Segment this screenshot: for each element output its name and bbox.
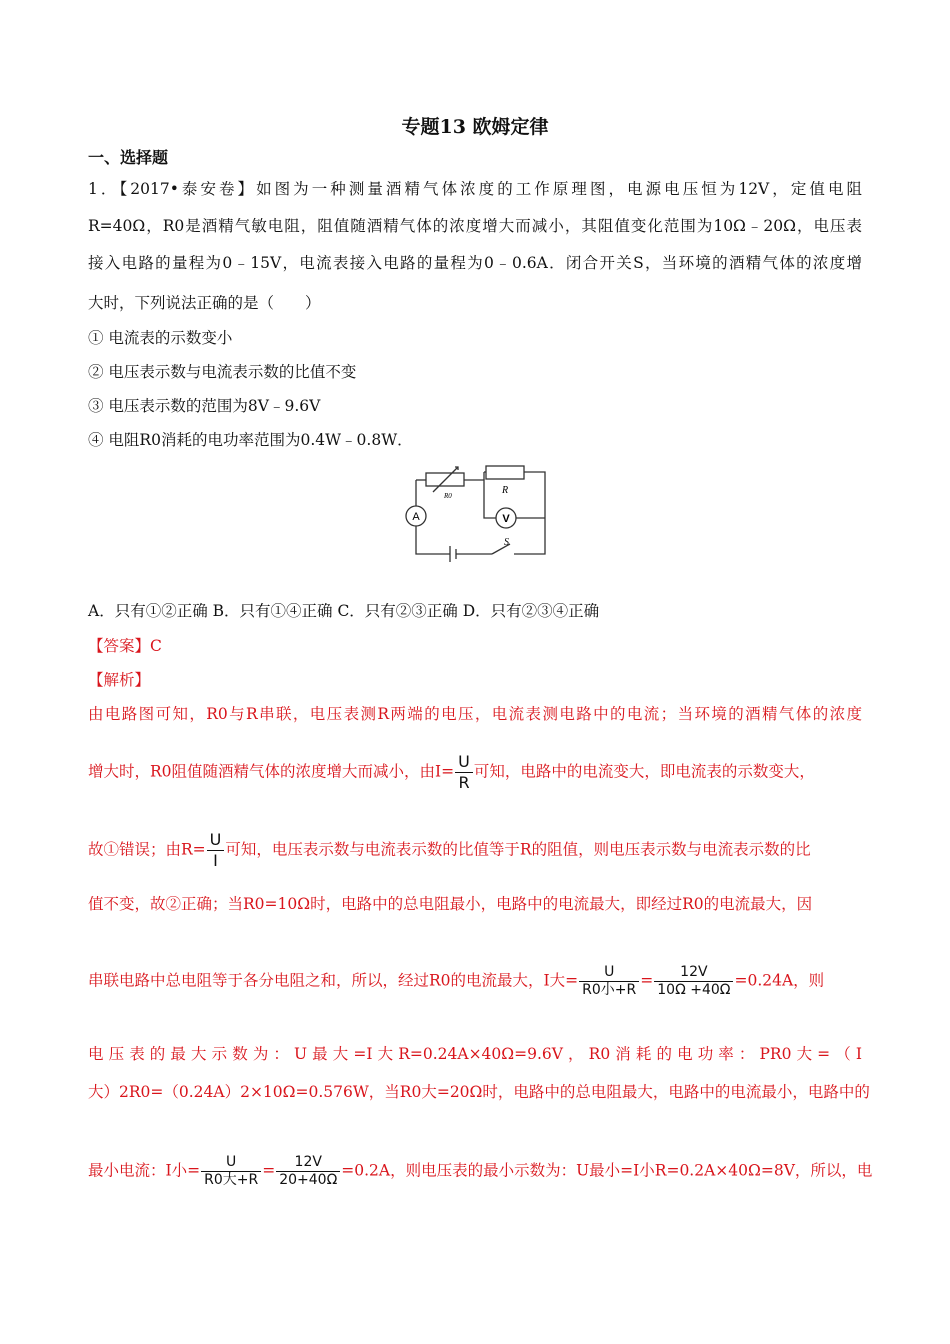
question-line-3: 接入电路的量程为0﹣15V，电流表接入电路的量程为0﹣0.6A．闭合开关S，当环境的酒精气体的浓度增 (88, 254, 862, 272)
analysis-heading: 【解析】 (88, 671, 151, 689)
fraction-den: R0大+R (204, 1172, 259, 1188)
switch-label: S (504, 537, 509, 548)
section-heading: 一、选择题 (88, 148, 169, 167)
fraction-den: I (213, 851, 218, 870)
question-line-4: 大时，下列说法正确的是（ ） (88, 294, 321, 312)
r-label: R (502, 485, 509, 496)
answer: 【答案】C (88, 637, 162, 655)
analysis-line-8a: 最小电流：I小= (88, 1161, 201, 1180)
analysis-line-6: 电压表的最大示数为：U最大=I大R=0.24A×40Ω=9.6V，R0消耗的电功率：PR0大=（I (88, 1045, 862, 1063)
question-line-1: 1．【2017•泰安卷】如图为一种测量酒精气体浓度的工作原理图，电源电压恒为12V，定值电阻 (88, 180, 862, 198)
fraction-ohm-r (207, 830, 225, 871)
fraction-ohm-i (455, 752, 473, 793)
statement-4: ④ 电阻R0消耗的电功率范围为0.4W﹣0.8W． (88, 431, 413, 449)
statement-1: ① 电流表的示数变小 (88, 329, 233, 347)
analysis-line-2b: 可知，电路中的电流变大，即电流表的示数变大， (473, 762, 815, 781)
page-title: 专题13 欧姆定律 (401, 116, 549, 138)
fraction-imin-symbolic (201, 1154, 261, 1189)
fraction-imax-symbolic (579, 964, 639, 999)
analysis-line-5: 串联电路中总电阻等于各分电阻之和，所以，经过R0的电流最大，I大= $\frac{U}{\text{R0小+R}}$ = $\frac{12V}{10\Omega +40\Omega}$ =0.24A，则 (88, 964, 825, 998)
fraction-den: 10Ω +40Ω (657, 982, 731, 998)
question-line-2: R=40Ω，R0是酒精气敏电阻，阻值随酒精气体的浓度增大而减小，其阻值变化范围为10Ω﹣20Ω，电压表 (88, 217, 862, 235)
fraction-imax-value (654, 964, 733, 999)
voltmeter-label: V (502, 513, 510, 525)
fraction-num: 12V (654, 964, 733, 982)
analysis-line-7: 大）2R0=（0.24A）2×10Ω=0.576W，当R0大=20Ω时，电路中的总电阻最大，电路中的电流最小，电路中的 (88, 1083, 870, 1101)
analysis-line-3 (88, 830, 862, 871)
fraction-num: 12V (276, 1154, 340, 1172)
fraction-den: 20+40Ω (279, 1172, 338, 1188)
analysis-line-4: 值不变，故②正确；当R0=10Ω时，电路中的总电阻最小，电路中的电流最大，即经过R0的电流最大，因 (88, 895, 813, 913)
analysis-line-8: 最小电流：I小= $\frac{U}{\text{R0大+R}}$ = $\frac{12V}{20+40\Omega}$ =0.2A，则电压表的最小示数为：U最小=I小R=0.2A×40Ω=8V，所以，电 (88, 1154, 873, 1188)
analysis-line-2 (88, 752, 862, 793)
fraction-imin-value (276, 1154, 340, 1189)
analysis-line-1: 由电路图可知，R0与R串联，电压表测R两端的电压，电流表测电路中的电流；当环境的酒精气体的浓度 (88, 705, 862, 723)
analysis-line-3b: 可知，电压表示数与电流表示数的比值等于R的阻值，则电压表示数与电流表示数的比 (225, 840, 811, 859)
fraction-den: R (458, 773, 470, 792)
statement-3: ③ 电压表示数的范围为8V﹣9.6V (88, 397, 321, 415)
analysis-line-3a: 故①错误；由R= (88, 840, 206, 859)
analysis-line-2a: 增大时，R0阻值随酒精气体的浓度增大而减小，由I= (88, 762, 455, 781)
circuit-diagram (400, 462, 552, 570)
answer-options: A．只有①②正确 B．只有①④正确 C．只有②③正确 D．只有②③④正确 (88, 602, 600, 620)
analysis-line-5b: =0.24A，则 (734, 971, 825, 990)
r0-label: R0 (444, 492, 452, 500)
analysis-line-5a: 串联电路中总电阻等于各分电阻之和，所以，经过R0的电流最大，I大= (88, 971, 579, 990)
fraction-num: U (455, 752, 473, 773)
fraction-den: R0小+R (582, 982, 637, 998)
ammeter-label: A (412, 511, 420, 523)
fraction-num: U (201, 1154, 261, 1172)
statement-2: ② 电压表示数与电流表示数的比值不变 (88, 363, 357, 381)
fraction-num: U (579, 964, 639, 982)
fraction-num: U (207, 830, 225, 851)
analysis-line-8b: =0.2A，则电压表的最小示数为：U最小=I小R=0.2A×40Ω=8V，所以，电 (341, 1161, 873, 1180)
